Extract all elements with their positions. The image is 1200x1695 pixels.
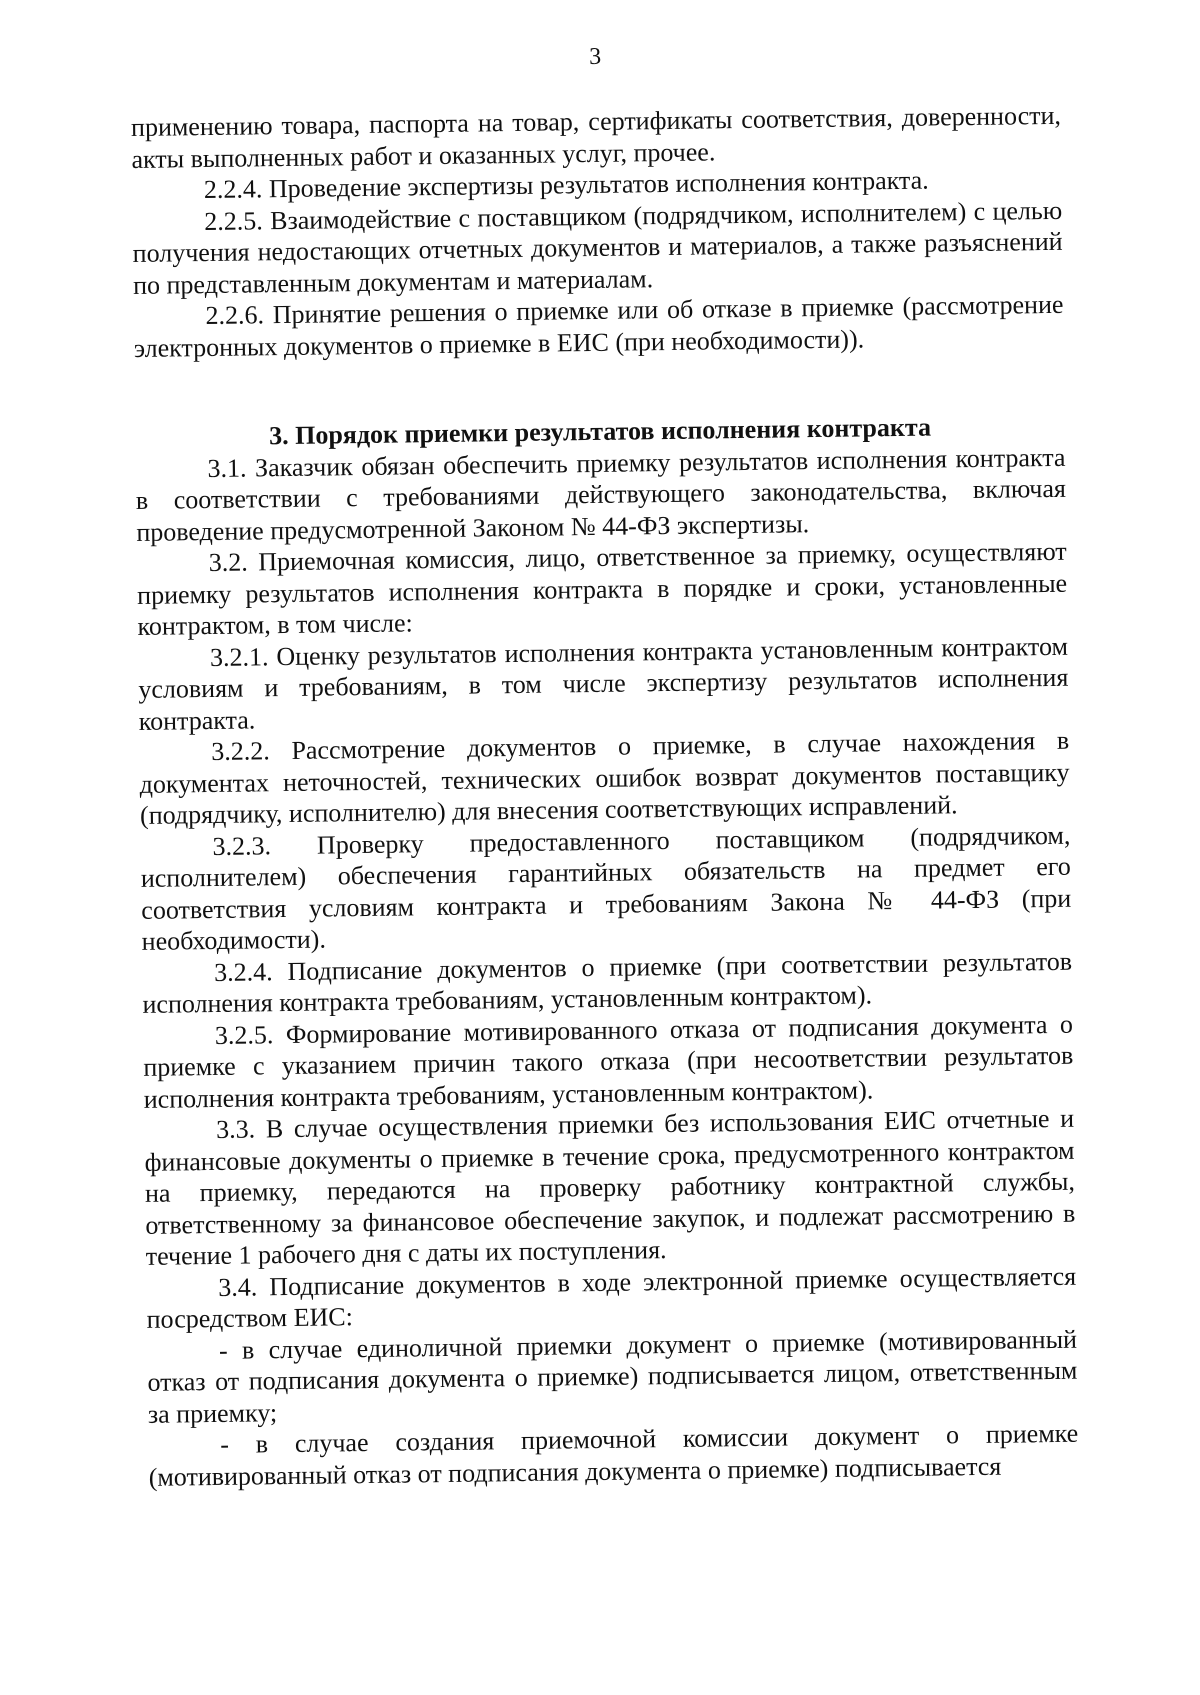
paragraph-2-2-5: 2.2.5. Взаимодействие с поставщиком (подрядчиком, исполнителем) с целью получения недостающих отчетных документов и материалов, а также разъяснений по представленным документам и материалам. (132, 195, 1063, 300)
paragraph-continuation: применению товара, паспорта на товар, сертификаты соответствия, доверенности, акты выполненных работ и оказанных услуг, прочее. (130, 100, 1062, 174)
document-page (130, 36, 1079, 1493)
paragraph-3-2-2: 3.2.2. Рассмотрение документов о приемке, в случае нахождения в документах неточностей, технических ошибок возврат документов поставщику (подрядчику, исполнителю) для внесения соответствующих исправлений. (139, 725, 1070, 830)
paragraph-3-3: 3.3. В случае осуществления приемки без использования ЕИС отчетные и финансовые документы о приемке в течение срока, предусмотренного контрактом на приемку, передаются на проверку работнику контрактной службы, ответственному за финансовое обеспечение закупок, и подлежат рассмотрению в течение 1 рабочего дня с даты их поступления. (144, 1103, 1076, 1271)
paragraph-3-2-1: 3.2.1. Оценку результатов исполнения контракта установленным контрактом условиям и требованиям, в том числе экспертизу результатов исполнения контракта. (138, 631, 1069, 736)
section-heading: 3. Порядок приемки результатов исполнения контракта (268, 412, 932, 451)
paragraph-3-2: 3.2. Приемочная комиссия, лицо, ответственное за приемку, осуществляют приемку результатов исполнения контракта в порядке и сроки, установленные контрактом, в том числе: (136, 536, 1068, 641)
paragraph-3-2-5: 3.2.5. Формирование мотивированного отказа от подписания документа о приемке с указанием причин такого отказа (при несоответствии результатов исполнения контракта требованиям, установленным контрактом). (143, 1009, 1074, 1114)
paragraph-3-2-3: 3.2.3. Проверку предоставленного поставщиком (подрядчиком, исполнителем) обеспечения гарантийных обязательств на предмет его соответствия условиям контракта и требованиям Закона № 44-ФЗ (при необходимости). (140, 820, 1072, 956)
page-number: 3 (588, 43, 602, 70)
paragraph-3-4: 3.4. Подписание документов в ходе электронной приемке осуществляется посредством ЕИС: (146, 1261, 1077, 1334)
list-item-sole-acceptance: - в случае единоличной приемки документ о приемке (мотивированный отказ от подписания документа о приемке) подписывается лицом, ответственным за приемку; (147, 1324, 1078, 1429)
paragraph-2-2-6: 2.2.6. Принятие решения о приемке или об отказе в приемке (рассмотрение электронных документов о приемке в ЕИС (при необходимости)). (133, 289, 1064, 363)
paragraph-3-1: 3.1. Заказчик обязан обеспечить приемку результатов исполнения контракта в соответствии с требованиями действующего законодательства, включая проведение предусмотренной Законом № 44-ФЗ экспертизы. (135, 442, 1067, 547)
paragraph-2-2-4: 2.2.4. Проведение экспертизы результатов исполнения контракта. (203, 165, 929, 205)
list-item-commission-acceptance: - в случае создания приемочной комиссии документ о приемке (мотивированный отказ от подписания документа о приемке) подписывается (148, 1418, 1079, 1492)
paragraph-3-2-4: 3.2.4. Подписание документов о приемке (при соответствии результатов исполнения контракта требованиям, установленным контрактом). (142, 946, 1073, 1019)
